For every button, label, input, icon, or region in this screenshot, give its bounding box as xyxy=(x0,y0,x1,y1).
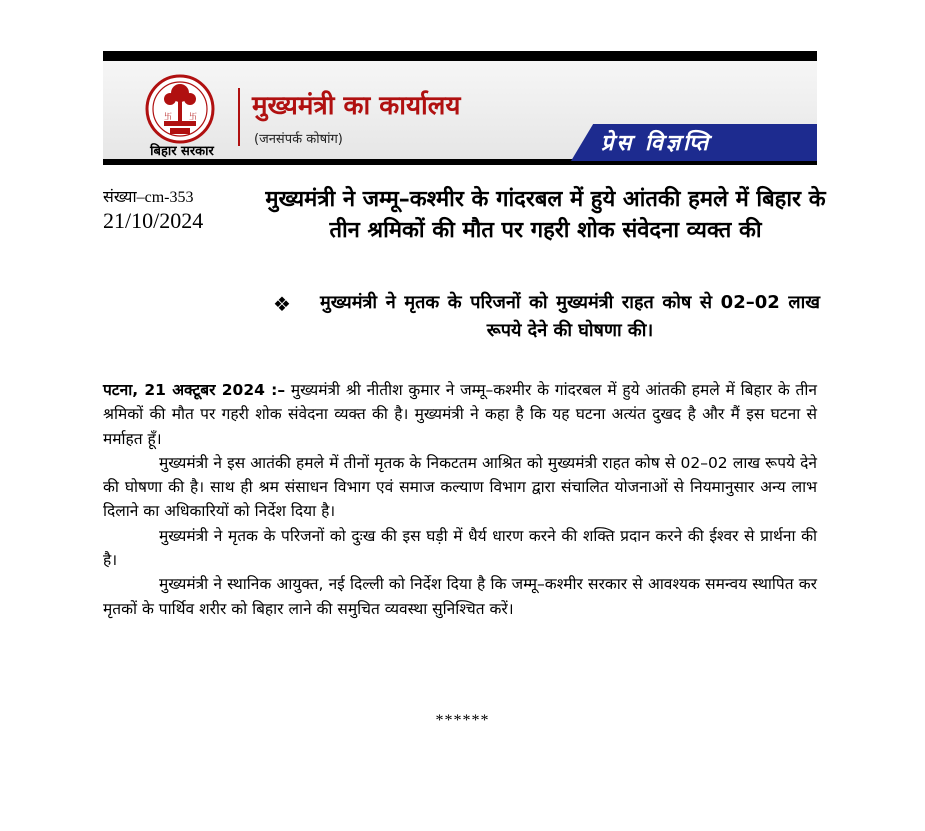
release-date: 21/10/2024 xyxy=(103,208,204,233)
paragraph-1-text: मुख्यमंत्री श्री नीतीश कुमार ने जम्मू–कश्मीर के गांदरबल में हुये आंतकी हमले में बिहार के तीन श्रमिकों की मौत पर गहरी शोक संवेदना व्यक्त की है। मुख्यमंत्री ने कहा है कि यह घटना अत्यंत दुखद है और मैं इस घटना से मर्माहत हूँ। xyxy=(103,381,818,448)
header-divider xyxy=(238,88,240,146)
svg-text:卐: 卐 xyxy=(189,112,197,121)
headline: मुख्यमंत्री ने जम्मू–कश्मीर के गांदरबल में हुये आंतकी हमले में बिहार के तीन श्रमिकों की मौत पर गहरी शोक संवेदना व्यक्त की xyxy=(265,187,826,243)
emblem-caption: बिहार सरकार xyxy=(150,144,214,159)
subheadline: मुख्यमंत्री ने मृतक के परिजनों को मुख्यमंत्री राहत कोष से 02–02 लाख रूपये देने की घोषणा की। xyxy=(320,292,820,341)
press-release-label: प्रेस विज्ञप्ति xyxy=(601,131,712,156)
paragraph-2: मुख्यमंत्री ने इस आतंकी हमले में तीनों मृतक के निकटतम आश्रित को मुख्यमंत्री राहत कोष से 02–02 लाख रूपये देने की घोषणा की है। साथ ही श्रम संसाधन विभाग एवं समाज कल्याण विभाग द्वारा संचालित योजनाओं से नियमानुसार अन्य लाभ दिलाने का अधिकारियों को निर्देश दिया है। xyxy=(103,453,817,521)
paragraph-4: मुख्यमंत्री ने स्थानिक आयुक्त, नई दिल्ली को निर्देश दिया है कि जम्मू–कश्मीर सरकार से आवश्यक समन्वय स्थापित कर मृतकों के पार्थिव शरीर को बिहार लाने की समुचित व्यवस्था सुनिश्चित करें। xyxy=(103,575,817,618)
press-release-body xyxy=(103,378,817,621)
reference-number: संख्या–cm-353 xyxy=(103,189,194,206)
bihar-government-emblem-icon xyxy=(140,73,220,145)
paragraph-3: मुख्यमंत्री ने मृतक के परिजनों को दुःख की इस घड़ी में धैर्य धारण करने की शक्ति प्रदान करने की ईश्वर से प्रार्थना की है। xyxy=(103,526,817,570)
svg-text:卐: 卐 xyxy=(164,112,172,121)
office-title: मुख्यमंत्री का कार्यालय xyxy=(252,91,461,121)
office-subtitle: (जनसंपर्क कोषांग) xyxy=(254,132,343,147)
diamond-bullet-icon: ❖ xyxy=(273,292,291,316)
paragraph-1 xyxy=(103,378,817,451)
end-marker: ****** xyxy=(435,712,490,729)
dateline: पटना, 21 अक्टूबर 2024 :– xyxy=(103,381,286,399)
